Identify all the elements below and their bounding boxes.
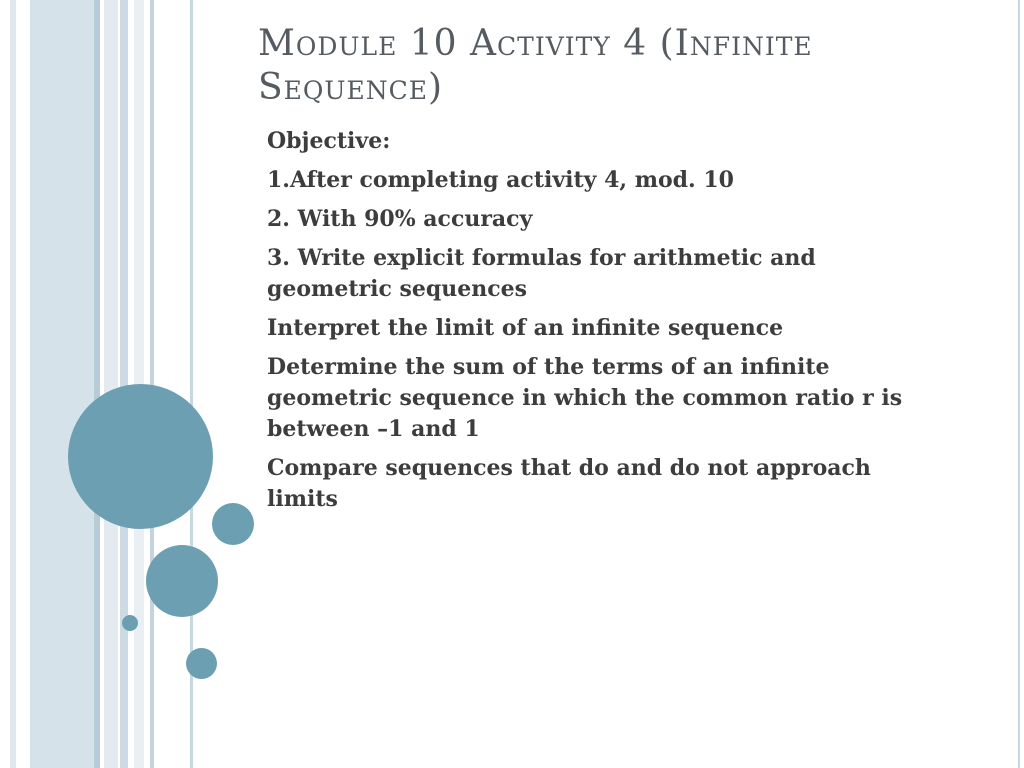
objective-line: 1.After completing activity 4, mod. 10 — [267, 167, 734, 193]
objective-line: Compare sequences that do and do not approach limits — [267, 455, 871, 512]
decor-circle-small — [186, 648, 217, 679]
objective-line: Interpret the limit of an infinite sequence — [267, 315, 784, 341]
decor-stripe — [94, 0, 100, 768]
slide-body — [267, 126, 947, 523]
objective-line: Determine the sum of the terms of an infinite geometric sequence in which the common ratio r is between –1 and 1 — [267, 354, 903, 442]
decor-stripe — [10, 0, 16, 768]
decor-stripe — [120, 0, 128, 768]
objective-line: 3. Write explicit formulas for arithmetic and geometric sequences — [267, 245, 816, 302]
decor-circle-small — [212, 503, 254, 545]
decor-stripe — [104, 0, 118, 768]
objective-line: 2. With 90% accuracy — [267, 206, 533, 232]
decor-stripe — [1018, 0, 1020, 768]
objective-heading: Objective: — [267, 128, 391, 154]
decor-stripe — [0, 0, 10, 768]
decor-stripe — [30, 0, 94, 768]
decor-circle-large — [68, 384, 213, 529]
decor-circle-medium — [146, 545, 218, 617]
slide-title: Module 10 Activity 4 (Infinite Sequence) — [258, 23, 813, 108]
decor-circle-tiny — [122, 615, 138, 631]
